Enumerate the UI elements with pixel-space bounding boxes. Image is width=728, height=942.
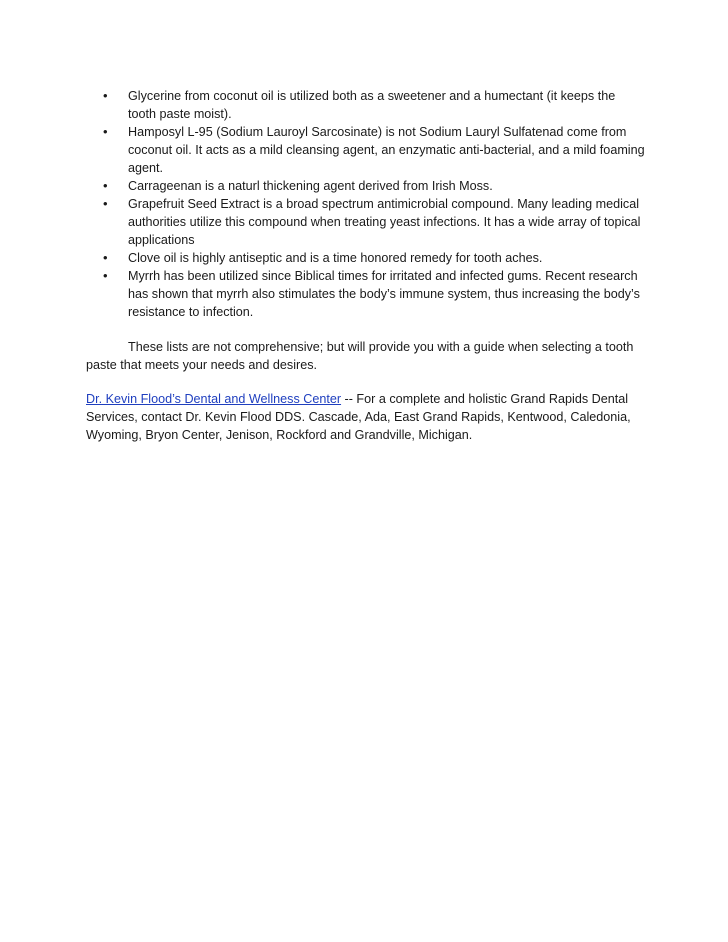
list-item-text: Glycerine from coconut oil is utilized both as a sweetener and a humectant (it keeps the tooth paste moist). — [128, 89, 616, 121]
list-item — [86, 87, 646, 123]
bullet-icon: • — [103, 268, 108, 283]
dental-center-link[interactable]: Dr. Kevin Flood’s Dental and Wellness Center — [86, 392, 342, 406]
bullet-icon: • — [103, 178, 108, 193]
bullet-icon: • — [103, 250, 108, 265]
list-item-text: Grapefruit Seed Extract is a broad spectrum antimicrobial compound. Many leading medical authorities utilize this compound when treating yeast infections. It has a wide array of topical applications — [128, 197, 641, 247]
list-item-text: Clove oil is highly antiseptic and is a time honored remedy for tooth aches. — [128, 251, 543, 265]
list-item — [86, 177, 646, 195]
list-item — [86, 267, 646, 321]
footer-text: -- For a complete and holistic Grand Rapids Dental Services, contact Dr. Kevin Flood DDS. Cascade, Ada, East Grand Rapids, Kentwood, Caledonia, Wyoming, Bryon Center, Jenison, Rockford and Grandville, Michigan. — [86, 392, 631, 442]
bullet-icon: • — [103, 88, 108, 103]
bullet-icon: • — [103, 196, 108, 211]
list-item-text: Myrrh has been utilized since Biblical times for irritated and infected gums. Recent research has shown that myrrh also stimulates the body’s immune system, thus increasing the body’s resistance to infection. — [128, 269, 640, 319]
footer-paragraph — [86, 390, 648, 444]
list-item — [86, 123, 646, 177]
list-item-text: Carrageenan is a naturl thickening agent derived from Irish Moss. — [128, 179, 493, 193]
ingredient-list — [86, 87, 646, 321]
bullet-icon: • — [103, 124, 108, 139]
closing-paragraph: These lists are not comprehensive; but will provide you with a guide when selecting a tooth paste that meets your needs and desires. — [86, 340, 634, 372]
list-item — [86, 249, 646, 267]
list-item-text: Hamposyl L-95 (Sodium Lauroyl Sarcosinate) is not Sodium Lauryl Sulfatenad come from coconut oil. It acts as a mild cleansing agent, an enzymatic anti-bacterial, and a mild foaming agent. — [128, 125, 645, 175]
list-item — [86, 195, 646, 249]
